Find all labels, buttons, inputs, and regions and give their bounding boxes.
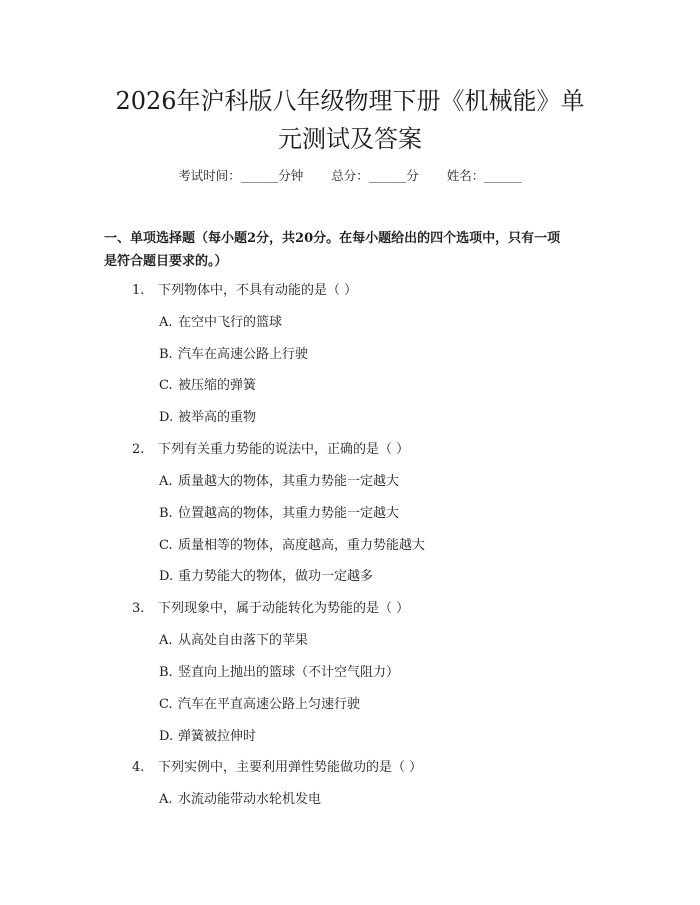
page-title-line-1: 2026年沪科版八年级物理下册《机械能》单 xyxy=(115,87,585,115)
option-letter: D. xyxy=(159,569,174,584)
question-3-option-a xyxy=(159,631,308,651)
page-title-line-2: 元测试及答案 xyxy=(278,125,422,153)
question-4 xyxy=(132,758,422,778)
option-letter: A. xyxy=(159,792,173,807)
question-1-option-b xyxy=(159,345,308,365)
option-letter: B. xyxy=(159,347,173,362)
option-text: 从高处自由落下的苹果 xyxy=(178,633,309,648)
option-letter: C. xyxy=(159,697,173,712)
exam-time-label: 考试时间： xyxy=(178,168,241,183)
student-name-label: 姓名： xyxy=(446,168,485,183)
option-text: 位置越高的物体，其重力势能一定越大 xyxy=(178,506,400,521)
question-text: 下列现象中，属于动能转化为势能的是（ ） xyxy=(158,601,410,616)
section-heading-line-1: 一、单项选择题（每小题2分，共20分。在每小题给出的四个选项中，只有一项 xyxy=(104,231,561,246)
option-text: 竖直向上抛出的篮球（不计空气阻力） xyxy=(178,665,400,680)
question-2-option-c xyxy=(159,536,425,556)
option-letter: A. xyxy=(159,315,173,330)
section-heading-line-2: 是符合题目要求的。） xyxy=(104,254,228,269)
option-letter: A. xyxy=(159,474,173,489)
option-text: 质量越大的物体，其重力势能一定越大 xyxy=(178,474,400,489)
question-1 xyxy=(132,281,357,301)
option-text: 汽车在高速公路上行驶 xyxy=(178,347,309,362)
option-letter: B. xyxy=(159,506,173,521)
question-3 xyxy=(132,599,409,619)
question-text: 下列有关重力势能的说法中，正确的是（ ） xyxy=(158,442,410,457)
option-text: 重力势能大的物体，做功一定越多 xyxy=(178,569,374,584)
option-text: 汽车在平直高速公路上匀速行驶 xyxy=(178,697,361,712)
option-text: 被压缩的弹簧 xyxy=(178,378,257,393)
exam-time-blank: ______分钟 xyxy=(240,168,304,183)
option-letter: B. xyxy=(159,665,173,680)
question-2-option-d xyxy=(159,567,373,587)
question-2-option-b xyxy=(159,504,399,524)
exam-info-row xyxy=(0,166,700,186)
question-2 xyxy=(132,440,409,460)
question-text: 下列实例中，主要利用弹性势能做功的是（ ） xyxy=(158,760,423,775)
option-letter: C. xyxy=(159,378,173,393)
question-1-option-d xyxy=(159,408,256,428)
question-number: 4. xyxy=(132,760,145,775)
total-score-label: 总分： xyxy=(331,168,369,183)
option-text: 被举高的重物 xyxy=(178,410,257,425)
option-letter: C. xyxy=(159,538,173,553)
question-number: 2. xyxy=(132,442,145,457)
student-name-blank: ______ xyxy=(484,168,522,183)
option-letter: D. xyxy=(159,729,174,744)
question-3-option-c xyxy=(159,695,360,715)
question-3-option-d xyxy=(159,727,256,747)
question-1-option-c xyxy=(159,376,256,396)
option-letter: D. xyxy=(159,410,174,425)
total-score-blank: ______分 xyxy=(368,168,419,183)
question-number: 1. xyxy=(132,283,145,298)
option-text: 水流动能带动水轮机发电 xyxy=(178,792,322,807)
question-4-option-a xyxy=(159,790,321,810)
option-letter: A. xyxy=(159,633,173,648)
question-1-option-a xyxy=(159,313,282,333)
option-text: 在空中飞行的篮球 xyxy=(178,315,283,330)
option-text: 质量相等的物体，高度越高，重力势能越大 xyxy=(178,538,426,553)
question-2-option-a xyxy=(159,472,399,492)
option-text: 弹簧被拉伸时 xyxy=(178,729,257,744)
question-3-option-b xyxy=(159,663,399,683)
question-text: 下列物体中，不具有动能的是（ ） xyxy=(158,283,358,298)
question-number: 3. xyxy=(132,601,145,616)
